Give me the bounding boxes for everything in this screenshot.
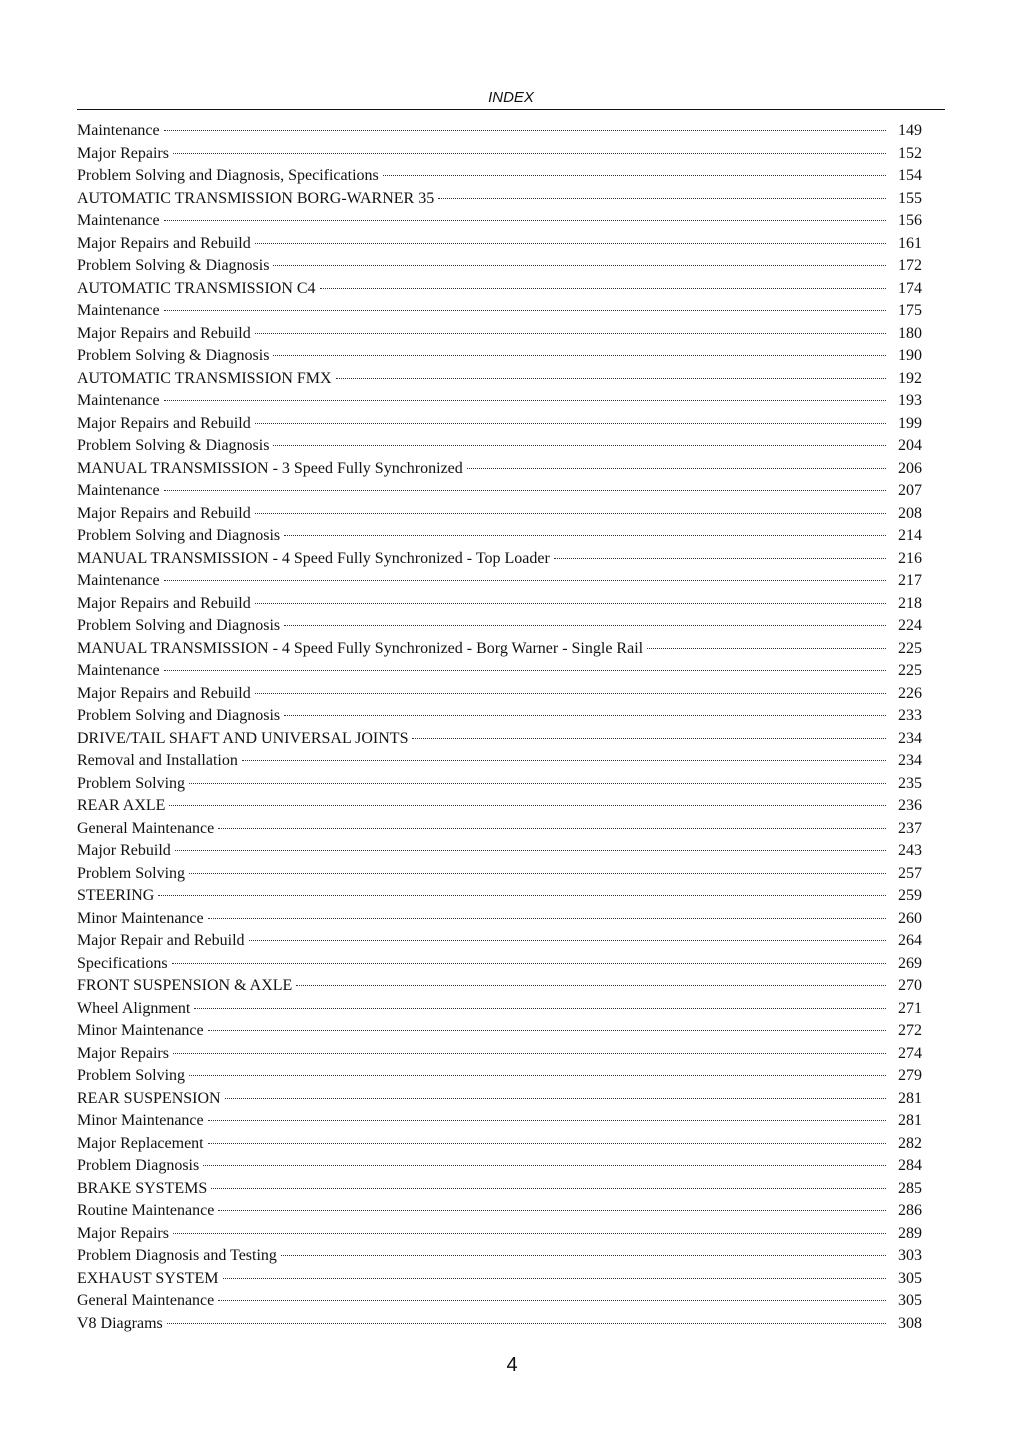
dot-leader — [164, 220, 886, 221]
entry-title: Maintenance — [77, 482, 160, 499]
entry-title: FRONT SUSPENSION & AXLE — [77, 977, 293, 994]
entry-title: MANUAL TRANSMISSION - 3 Speed Fully Synchronized — [77, 459, 463, 477]
dot-leader — [438, 198, 886, 199]
index-entry — [77, 1200, 922, 1223]
index-entry — [77, 233, 922, 256]
dot-leader — [172, 963, 886, 964]
entry-title: MANUAL TRANSMISSION - 4 Speed Fully Synchronized - Borg Warner - Single Rail — [77, 639, 644, 657]
index-entry — [77, 863, 922, 886]
entry-page-number: 286 — [898, 1202, 922, 1219]
entry-title: Problem Solving & Diagnosis — [77, 347, 270, 364]
entry-page-number: 264 — [898, 932, 922, 949]
dot-leader — [164, 130, 886, 131]
entry-page-number: 285 — [898, 1179, 922, 1197]
entry-title: Problem Solving — [77, 1067, 186, 1084]
index-entry — [77, 435, 922, 458]
index-list — [77, 120, 922, 1335]
dot-leader — [336, 378, 886, 379]
dot-leader — [273, 265, 886, 266]
dot-leader — [173, 1053, 886, 1054]
entry-page-number: 308 — [898, 1314, 922, 1332]
entry-title: Major Repairs and Rebuild — [77, 414, 251, 432]
index-entry — [77, 1110, 922, 1133]
entry-title: General Maintenance — [77, 819, 215, 837]
entry-title: Minor Maintenance — [77, 1022, 204, 1039]
dot-leader — [284, 715, 886, 716]
dot-leader — [164, 400, 886, 401]
dot-leader — [218, 828, 886, 829]
entry-page-number: 303 — [898, 1247, 922, 1264]
entry-title: Problem Solving & Diagnosis — [77, 257, 270, 274]
index-entry — [77, 998, 922, 1021]
entry-title: Maintenance — [77, 212, 160, 229]
index-entry — [77, 255, 922, 278]
dot-leader — [383, 175, 886, 176]
dot-leader — [175, 850, 886, 851]
entry-page-number: 284 — [898, 1157, 922, 1174]
entry-page-number: 217 — [898, 572, 922, 589]
dot-leader — [189, 783, 886, 784]
index-entry — [77, 1155, 922, 1178]
entry-title: Minor Maintenance — [77, 1112, 204, 1129]
entry-page-number: 272 — [898, 1022, 922, 1039]
dot-leader — [296, 985, 886, 986]
index-entry — [77, 840, 922, 863]
entry-title: Major Repairs and Rebuild — [77, 234, 251, 252]
dot-leader — [467, 468, 886, 469]
page-number: 4 — [506, 1354, 518, 1376]
entry-page-number: 152 — [898, 144, 922, 162]
entry-page-number: 192 — [898, 369, 922, 387]
dot-leader — [173, 153, 886, 154]
index-entry — [77, 188, 922, 211]
dot-leader — [320, 288, 886, 289]
entry-title: Major Repairs and Rebuild — [77, 684, 251, 702]
entry-page-number: 234 — [898, 752, 922, 769]
index-entry — [77, 615, 922, 638]
index-entry — [77, 953, 922, 976]
entry-title: AUTOMATIC TRANSMISSION FMX — [77, 369, 332, 387]
dot-leader — [223, 1278, 887, 1279]
entry-page-number: 281 — [898, 1112, 922, 1129]
entry-title: Major Repairs and Rebuild — [77, 324, 251, 342]
dot-leader — [284, 625, 886, 626]
dot-leader — [164, 580, 886, 581]
entry-title: Major Repairs — [77, 144, 169, 162]
index-entry — [77, 908, 922, 931]
entry-title: Problem Solving — [77, 774, 186, 792]
entry-page-number: 257 — [898, 864, 922, 882]
entry-title: Problem Solving and Diagnosis, Specifications — [77, 167, 379, 184]
index-entry — [77, 818, 922, 841]
entry-title: DRIVE/TAIL SHAFT AND UNIVERSAL JOINTS — [77, 729, 409, 747]
index-entry — [77, 570, 922, 593]
entry-title: BRAKE SYSTEMS — [77, 1179, 208, 1197]
entry-title: Major Rebuild — [77, 842, 171, 859]
dot-leader — [284, 535, 886, 536]
entry-page-number: 236 — [898, 797, 922, 814]
entry-page-number: 281 — [898, 1089, 922, 1107]
index-entry — [77, 795, 922, 818]
entry-title: Problem Solving and Diagnosis — [77, 617, 281, 634]
dot-leader — [173, 1233, 886, 1234]
entry-title: Specifications — [77, 954, 168, 972]
index-entry — [77, 1088, 922, 1111]
dot-leader — [169, 805, 886, 806]
entry-page-number: 271 — [898, 999, 922, 1017]
entry-page-number: 214 — [898, 527, 922, 544]
index-entry — [77, 638, 922, 661]
entry-page-number: 225 — [898, 662, 922, 679]
entry-page-number: 305 — [898, 1269, 922, 1287]
dot-leader — [255, 243, 886, 244]
entry-title: Problem Solving and Diagnosis — [77, 707, 281, 724]
index-entry — [77, 143, 922, 166]
entry-title: Maintenance — [77, 392, 160, 409]
dot-leader — [281, 1255, 886, 1256]
entry-title: Maintenance — [77, 572, 160, 589]
index-entry — [77, 1178, 922, 1201]
index-entry — [77, 1020, 922, 1043]
entry-page-number: 216 — [898, 549, 922, 567]
dot-leader — [273, 445, 886, 446]
dot-leader — [647, 648, 886, 649]
index-entry — [77, 1313, 922, 1336]
entry-page-number: 204 — [898, 437, 922, 454]
dot-leader — [211, 1188, 886, 1189]
dot-leader — [208, 918, 886, 919]
entry-title: AUTOMATIC TRANSMISSION BORG-WARNER 35 — [77, 189, 435, 207]
entry-page-number: 161 — [898, 234, 922, 252]
entry-title: Problem Solving & Diagnosis — [77, 437, 270, 454]
entry-title: Major Repairs — [77, 1224, 169, 1242]
entry-page-number: 225 — [898, 639, 922, 657]
entry-title: Problem Solving — [77, 864, 186, 882]
index-entry — [77, 210, 922, 233]
dot-leader — [273, 355, 886, 356]
entry-title: Major Repairs and Rebuild — [77, 594, 251, 612]
entry-page-number: 270 — [898, 977, 922, 994]
dot-leader — [554, 558, 886, 559]
index-entry — [77, 548, 922, 571]
dot-leader — [189, 873, 886, 874]
entry-title: REAR AXLE — [77, 797, 166, 814]
index-entry — [77, 1065, 922, 1088]
entry-page-number: 206 — [898, 459, 922, 477]
index-entry — [77, 705, 922, 728]
dot-leader — [255, 603, 886, 604]
entry-title: Major Repairs — [77, 1044, 169, 1062]
entry-title: STEERING — [77, 887, 155, 904]
entry-page-number: 234 — [898, 729, 922, 747]
entry-page-number: 174 — [898, 279, 922, 297]
entry-title: Problem Diagnosis — [77, 1157, 200, 1174]
entry-title: Wheel Alignment — [77, 999, 191, 1017]
index-entry — [77, 593, 922, 616]
index-entry — [77, 1223, 922, 1246]
dot-leader — [255, 333, 886, 334]
entry-page-number: 207 — [898, 482, 922, 499]
index-entry — [77, 368, 922, 391]
entry-page-number: 155 — [898, 189, 922, 207]
index-entry — [77, 278, 922, 301]
index-entry — [77, 300, 922, 323]
dot-leader — [164, 670, 886, 671]
index-entry — [77, 480, 922, 503]
entry-title: Maintenance — [77, 122, 160, 139]
entry-page-number: 156 — [898, 212, 922, 229]
index-entry — [77, 728, 922, 751]
entry-title: Problem Diagnosis and Testing — [77, 1247, 277, 1264]
index-entry — [77, 1290, 922, 1313]
index-entry — [77, 975, 922, 998]
dot-leader — [164, 490, 886, 491]
entry-page-number: 289 — [898, 1224, 922, 1242]
entry-page-number: 243 — [898, 842, 922, 859]
dot-leader — [164, 310, 886, 311]
header-rule — [77, 109, 945, 110]
dot-leader — [255, 693, 886, 694]
entry-page-number: 208 — [898, 504, 922, 522]
dot-leader — [194, 1008, 886, 1009]
dot-leader — [208, 1030, 886, 1031]
dot-leader — [255, 423, 886, 424]
entry-page-number: 260 — [898, 909, 922, 927]
index-entry — [77, 660, 922, 683]
entry-page-number: 226 — [898, 684, 922, 702]
entry-page-number: 199 — [898, 414, 922, 432]
dot-leader — [189, 1075, 886, 1076]
index-entry — [77, 390, 922, 413]
index-entry — [77, 1043, 922, 1066]
dot-leader — [412, 738, 886, 739]
entry-page-number: 269 — [898, 954, 922, 972]
entry-page-number: 180 — [898, 324, 922, 342]
dot-leader — [255, 513, 886, 514]
index-entry — [77, 120, 922, 143]
entry-title: AUTOMATIC TRANSMISSION C4 — [77, 279, 316, 297]
dot-leader — [249, 940, 886, 941]
dot-leader — [218, 1210, 886, 1211]
entry-page-number: 175 — [898, 302, 922, 319]
index-entry — [77, 750, 922, 773]
entry-page-number: 218 — [898, 594, 922, 612]
entry-page-number: 172 — [898, 257, 922, 274]
index-entry — [77, 458, 922, 481]
index-entry — [77, 323, 922, 346]
entry-page-number: 193 — [898, 392, 922, 409]
entry-page-number: 274 — [898, 1044, 922, 1062]
entry-title: EXHAUST SYSTEM — [77, 1269, 219, 1287]
entry-title: Problem Solving and Diagnosis — [77, 527, 281, 544]
entry-title: Minor Maintenance — [77, 909, 204, 927]
entry-title: Major Repair and Rebuild — [77, 932, 245, 949]
entry-title: V8 Diagrams — [77, 1314, 163, 1332]
entry-title: Major Repairs and Rebuild — [77, 504, 251, 522]
entry-title: Major Replacement — [77, 1134, 204, 1152]
index-entry — [77, 930, 922, 953]
dot-leader — [167, 1323, 886, 1324]
index-entry — [77, 413, 922, 436]
entry-page-number: 190 — [898, 347, 922, 364]
entry-page-number: 279 — [898, 1067, 922, 1084]
entry-page-number: 233 — [898, 707, 922, 724]
entry-title: Maintenance — [77, 302, 160, 319]
dot-leader — [203, 1165, 886, 1166]
entry-title: Routine Maintenance — [77, 1202, 215, 1219]
entry-page-number: 237 — [898, 819, 922, 837]
entry-page-number: 259 — [898, 887, 922, 904]
entry-title: Maintenance — [77, 662, 160, 679]
entry-page-number: 305 — [898, 1292, 922, 1309]
entry-page-number: 154 — [898, 167, 922, 184]
dot-leader — [242, 760, 886, 761]
index-entry — [77, 773, 922, 796]
index-entry — [77, 1268, 922, 1291]
dot-leader — [208, 1143, 886, 1144]
entry-page-number: 224 — [898, 617, 922, 634]
entry-page-number: 235 — [898, 774, 922, 792]
index-entry — [77, 345, 922, 368]
entry-title: General Maintenance — [77, 1292, 215, 1309]
index-entry — [77, 503, 922, 526]
entry-title: MANUAL TRANSMISSION - 4 Speed Fully Synchronized - Top Loader — [77, 549, 550, 567]
dot-leader — [158, 895, 886, 896]
dot-leader — [218, 1300, 886, 1301]
entry-title: Removal and Installation — [77, 752, 238, 769]
entry-page-number: 149 — [898, 122, 922, 139]
index-entry — [77, 1245, 922, 1268]
index-entry — [77, 1133, 922, 1156]
entry-title: REAR SUSPENSION — [77, 1089, 221, 1107]
index-entry — [77, 683, 922, 706]
page-header-title: INDEX — [488, 89, 534, 106]
dot-leader — [208, 1120, 886, 1121]
index-entry — [77, 165, 922, 188]
index-entry — [77, 525, 922, 548]
entry-page-number: 282 — [898, 1134, 922, 1152]
index-entry — [77, 885, 922, 908]
dot-leader — [225, 1098, 886, 1099]
